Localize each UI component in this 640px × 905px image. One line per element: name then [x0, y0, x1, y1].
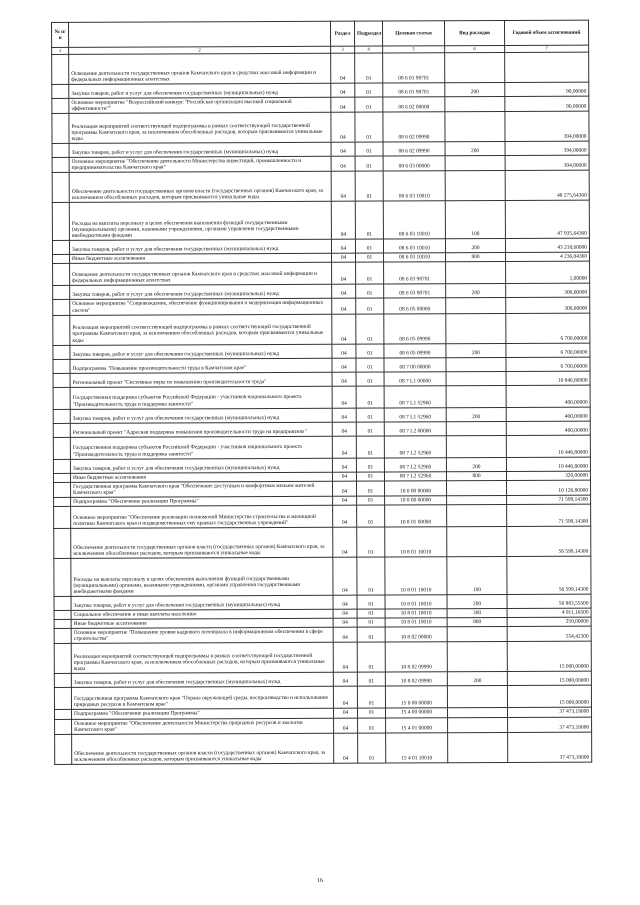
table-body — [52, 52, 592, 764]
row-number — [52, 114, 69, 144]
row-number — [53, 300, 70, 315]
row-expense-type: 200 — [447, 672, 507, 686]
row-name: Государственная программа Камчатского края "Обеспечение доступным и комфортным жильем жителей Камчатского края" — [71, 481, 333, 497]
row-expense-type: 200 — [446, 343, 506, 357]
row-name: Обеспечение деятельности государственных органов власти (государственных органов) Камчатского края, за исключением обособленных расходов, которым присваиваются уникальные коды — [71, 527, 333, 558]
row-amount: 394,00000 — [505, 141, 589, 155]
row-expense-type: 200 — [446, 284, 506, 298]
row-section: 04 — [332, 422, 356, 436]
row-amount: 10 126,80900 — [507, 480, 591, 496]
row-number — [54, 644, 71, 674]
row-expense-type — [446, 435, 506, 457]
column-number: 6 — [445, 46, 505, 53]
row-subsection: 01 — [357, 609, 385, 618]
row-target-article: 10 8 00 00000 — [385, 496, 447, 505]
row-section: 04 — [333, 557, 357, 595]
row-amount: 4 236,04360 — [506, 253, 590, 262]
row-subsection: 01 — [358, 718, 386, 733]
row-name: Освещение деятельности государственных органов Камчатского края в средствах массовой информации и федеральных информационных агентствах — [69, 53, 331, 84]
row-name: Реализация мероприятий соответствующей подпрограммы в рамках соответствующей государственной программы Камчатского края, за исключением обособленных расходов, которым присваиваются уникальные коды — [70, 314, 332, 345]
row-amount: 15 000,00000 — [507, 686, 591, 708]
row-name: Подпрограмма "Обеспечение реализации Программы" — [71, 496, 333, 506]
row-number — [52, 98, 69, 113]
row-section: 04 — [333, 643, 357, 673]
row-target-article: 08 6 05 00000 — [384, 298, 446, 313]
row-subsection: 01 — [356, 314, 384, 344]
row-number — [55, 734, 72, 764]
table-row — [53, 262, 590, 286]
table-row — [52, 111, 589, 143]
row-amount: 15 000,00000 — [507, 672, 591, 686]
row-target-article: 08 6 03 98701 — [384, 262, 446, 284]
budget-table — [51, 20, 592, 765]
row-target-article: 08 7 L2 52960 — [384, 457, 446, 471]
row-expense-type: 200 — [445, 83, 505, 97]
row-target-article: 10 8 02 00000 — [385, 627, 447, 642]
row-target-article: 15 4 00 00000 — [385, 708, 447, 717]
row-amount: 90,00000 — [505, 82, 589, 96]
row-subsection: 01 — [357, 557, 385, 595]
table-row — [54, 686, 591, 710]
row-amount: 71 599,14300 — [507, 495, 591, 504]
row-name: Региональный проект "Адресная поддержка повышения производительности труда на предприятиях" — [70, 422, 332, 437]
row-number — [52, 84, 69, 98]
row-expense-type: 200 — [446, 457, 506, 471]
row-name: Государственная поддержка субъектов Российской Федерации - участников национального проекта "Производительность труда и поддержка занятости" — [70, 436, 332, 459]
row-amount: 71 599,14300 — [507, 504, 591, 526]
column-number: 1 — [52, 47, 69, 54]
row-name: Региональный проект "Системные меры по повышению производительности труда" — [70, 372, 332, 387]
row-name: Социальное обеспечение и иные выплаты населению — [71, 609, 333, 619]
header-name — [69, 21, 331, 47]
row-subsection: 01 — [355, 112, 383, 142]
table-row — [53, 385, 590, 409]
row-number — [52, 203, 69, 241]
row-subsection: 01 — [357, 618, 385, 627]
row-target-article: 15 4 01 10010 — [386, 732, 448, 762]
row-subsection: 01 — [357, 527, 385, 557]
row-amount: 10 446,80900 — [506, 457, 590, 471]
row-subsection: 01 — [357, 642, 385, 672]
table-row — [54, 556, 591, 596]
row-subsection: 01 — [356, 422, 384, 436]
row-amount: 43 218,60000 — [505, 239, 589, 253]
row-name: Иные бюджетные ассигнования — [71, 618, 333, 628]
row-amount: 554,42300 — [507, 626, 591, 642]
row-subsection: 01 — [356, 458, 384, 472]
row-expense-type — [447, 527, 507, 557]
row-number — [53, 459, 70, 473]
row-amount: 15 000,00000 — [507, 642, 591, 672]
row-amount: 10 846,80900 — [506, 371, 590, 385]
row-amount: 6 700,00000 — [506, 357, 590, 371]
row-amount: 300,00000 — [506, 284, 590, 298]
row-target-article: 08 6 01 98701 — [383, 83, 445, 97]
row-subsection: 01 — [355, 53, 383, 83]
row-number — [54, 506, 71, 528]
row-name: Закупка товаров, работ и услуг для обеспечения государственных (муниципальных) нужд — [70, 285, 332, 300]
row-amount: 10 446,80900 — [506, 435, 590, 457]
row-name: Основное мероприятие "Повышение уровня кадрового потенциала в информационном обеспечении в сфере строительства" — [71, 627, 333, 643]
row-name: Закупка товаров, работ и услуг для обеспечения государственных (муниципальных) нужд — [70, 408, 332, 423]
row-name: Обеспечение деятельности государственных органов власти (государственных органов) Камчатского края, за исключением обособленных расходов, которым присваиваются уникальные коды — [69, 172, 331, 203]
row-section: 04 — [333, 609, 357, 618]
row-amount: 37 473,19000 — [508, 717, 592, 733]
row-target-article: 08 6 03 98701 — [384, 284, 446, 298]
row-number — [53, 387, 70, 409]
row-subsection: 01 — [355, 142, 383, 156]
row-number — [53, 359, 70, 373]
row-number — [54, 610, 71, 619]
row-number — [53, 345, 70, 359]
row-expense-type: 800 — [446, 471, 506, 480]
row-subsection: 01 — [357, 627, 385, 642]
column-number: 3 — [331, 46, 355, 53]
budget-table-page — [51, 20, 591, 765]
row-number — [52, 173, 69, 203]
page-number: 16 — [317, 878, 323, 884]
row-amount: 56 599,14300 — [507, 556, 591, 594]
row-name: Расходы на выплаты персоналу в целях обеспечения выполнения функций государственными (муниципальными) органами, казенными учреждениями, органами управления государственными внебюджетными фондами — [69, 202, 331, 241]
row-name: Обеспечение деятельности государственных органов власти (государственных органов) Камчатского края, за исключением обособленных расходов, которым присваиваются уникальные коды — [72, 733, 334, 764]
row-name: Основное мероприятие "Обеспечение реализации полномочий Министерства строительства и жилищной политики Камчатского края и подведомственных ему краевых государственных учреждений" — [71, 505, 333, 528]
row-section: 04 — [331, 142, 355, 156]
row-number — [52, 241, 69, 255]
row-number — [53, 423, 70, 437]
row-amount: 47 935,64360 — [505, 201, 589, 239]
row-subsection: 01 — [357, 708, 385, 717]
row-number — [54, 688, 71, 710]
row-expense-type — [445, 156, 505, 171]
row-subsection: 01 — [356, 472, 384, 481]
row-name: Государственная программа Камчатского края "Охрана окружающей среды, воспроизводство и использование природных ресурсов в Камчатском крае" — [71, 687, 333, 710]
row-target-article: 10 8 01 00000 — [385, 505, 447, 527]
row-amount: 394,00000 — [505, 155, 589, 171]
row-number — [54, 482, 71, 497]
row-amount: 37 473,19000 — [507, 708, 591, 717]
table-row — [52, 201, 589, 241]
row-expense-type: 800 — [447, 618, 507, 627]
row-target-article: 10 8 02 09990 — [385, 672, 447, 686]
row-subsection: 01 — [355, 171, 383, 201]
row-target-article: 10 8 01 10010 — [385, 609, 447, 618]
row-expense-type — [447, 495, 507, 504]
row-section: 04 — [333, 618, 357, 627]
row-name: Закупка товаров, работ и услуг для обеспечения государственных (муниципальных) нужд — [69, 83, 331, 98]
row-subsection: 01 — [356, 436, 384, 458]
row-name: Основное мероприятие "Всероссийский конкурс "Российская организация высокой социальной эффективности"" — [69, 97, 331, 113]
row-target-article: 08 6 05 09990 — [384, 313, 446, 343]
row-expense-type — [447, 480, 507, 495]
row-target-article: 08 7 L2 52960 — [384, 471, 446, 480]
row-expense-type — [445, 171, 505, 201]
column-number: 4 — [355, 46, 383, 53]
row-amount: 4 911,16500 — [507, 608, 591, 617]
row-number — [54, 596, 71, 610]
row-section: 04 — [332, 458, 356, 472]
row-expense-type: 100 — [445, 201, 505, 239]
row-amount: 300,00000 — [506, 298, 590, 314]
row-number — [53, 373, 70, 387]
row-target-article: 08 6 02 09990 — [383, 142, 445, 156]
column-number: 7 — [505, 45, 589, 52]
row-amount: 48 275,64360 — [505, 171, 589, 201]
row-target-article: 10 8 02 09990 — [385, 642, 447, 672]
row-section: 04 — [333, 527, 357, 557]
row-section: 04 — [333, 595, 357, 609]
row-amount: 400,00000 — [506, 385, 590, 407]
row-target-article: 08 7 L1 52960 — [384, 385, 446, 407]
header-section: Раздел — [330, 21, 354, 46]
table-row — [53, 435, 590, 459]
row-target-article: 08 6 05 09990 — [384, 343, 446, 357]
row-number — [53, 437, 70, 459]
row-expense-type — [447, 708, 507, 717]
row-expense-type: 300 — [447, 609, 507, 618]
row-section: 04 — [333, 687, 357, 709]
row-section: 04 — [333, 505, 357, 527]
row-expense-type: 100 — [447, 557, 507, 595]
row-expense-type — [447, 686, 507, 708]
row-target-article: 08 6 03 10010 — [383, 201, 445, 239]
row-expense-type — [446, 357, 506, 371]
header-expense-type: Вид расходов — [444, 21, 504, 46]
row-subsection: 01 — [356, 299, 384, 314]
row-name: Основное мероприятие "Сопровождение, обеспечение функционирования и модернизация информационных систем" — [70, 299, 332, 315]
row-section: 04 — [333, 627, 357, 642]
row-section: 04 — [332, 344, 356, 358]
row-section: 04 — [333, 709, 357, 718]
row-section: 04 — [332, 372, 356, 386]
row-number — [55, 719, 72, 734]
row-expense-type: 200 — [445, 142, 505, 156]
row-section: 04 — [332, 314, 356, 344]
row-amount: 400,00000 — [506, 407, 590, 421]
row-number — [54, 674, 71, 688]
row-expense-type — [446, 298, 506, 313]
row-section: 04 — [333, 481, 357, 496]
header-target-article: Целевая статья — [382, 21, 444, 46]
header-annual-amount: Годовой объем ассигнований — [504, 20, 588, 45]
row-amount: 1,00000 — [506, 262, 590, 284]
row-expense-type — [447, 627, 507, 642]
row-number — [53, 286, 70, 300]
table-row — [54, 642, 591, 674]
row-target-article: 08 7 L2 00000 — [384, 421, 446, 435]
row-target-article: 08 7 00 00000 — [384, 357, 446, 371]
row-expense-type — [448, 717, 508, 732]
row-target-article: 15 4 01 00000 — [386, 717, 448, 732]
row-subsection: 01 — [357, 595, 385, 609]
row-expense-type — [446, 262, 506, 284]
row-name: Расходы на выплаты персоналу в целях обеспечения выполнения функций государственными (муниципальными) органами, казенными учреждениями, органами управления государственными внебюджетными фондами — [71, 557, 333, 596]
row-subsection: 01 — [356, 408, 384, 422]
row-number — [53, 264, 70, 286]
row-name: Подпрограмма "Обеспечение реализации Программы" — [72, 709, 334, 719]
row-amount: 394,00000 — [505, 111, 589, 141]
row-number — [55, 710, 72, 719]
row-subsection: 01 — [357, 672, 385, 686]
row-number — [54, 497, 71, 506]
table-row — [52, 52, 589, 84]
row-amount: 320,00000 — [506, 471, 590, 480]
row-subsection: 01 — [357, 496, 385, 505]
row-expense-type — [445, 53, 505, 83]
row-amount: 37 473,19000 — [508, 732, 592, 762]
row-expense-type: 800 — [446, 253, 506, 262]
row-number — [54, 620, 71, 629]
row-section: 04 — [331, 53, 355, 83]
table-row — [52, 171, 589, 203]
row-target-article: 10 8 01 10010 — [385, 527, 447, 557]
row-amount: 6 700,00000 — [506, 343, 590, 357]
row-subsection: 01 — [357, 686, 385, 708]
row-name: Реализация мероприятий соответствующей подпрограммы в рамках соответствующей государственной программы Камчатского края, за исключением обособленных расходов, которым присваиваются уникальные коды — [71, 643, 333, 674]
row-subsection: 01 — [355, 83, 383, 97]
row-subsection: 01 — [358, 733, 386, 763]
table-row — [55, 732, 592, 764]
row-name: Реализация мероприятий соответствующей подпрограммы в рамках соответствующей государственной программы Камчатского края, за исключением обособленных расходов, которым присваиваются уникальные коды — [69, 112, 331, 143]
row-name: Основное мероприятие "Обеспечение деятельности Министерства природных ресурсов и экологии Камчатского края" — [72, 718, 334, 734]
row-name: Освещение деятельности государственных органов Камчатского края в средствах массовой информации и федеральных информационных агентствах — [70, 263, 332, 286]
row-amount: 50 883,55500 — [507, 594, 591, 608]
row-amount: 90,00000 — [505, 96, 589, 112]
row-number — [53, 315, 70, 345]
row-name: Закупка товаров, работ и услуг для обеспечения государственных (муниципальных) нужд — [70, 344, 332, 359]
row-target-article: 10 8 01 10010 — [385, 557, 447, 595]
row-section: 04 — [332, 285, 356, 299]
row-target-article: 10 0 00 00000 — [385, 481, 447, 496]
row-name: Иные бюджетные ассигнования — [70, 472, 332, 482]
row-subsection: 01 — [356, 253, 384, 262]
row-section: 04 — [332, 408, 356, 422]
row-section: 04 — [332, 472, 356, 481]
row-expense-type: 200 — [447, 595, 507, 609]
table-row — [53, 313, 590, 345]
row-number — [52, 54, 69, 84]
row-section: 04 — [331, 112, 355, 142]
row-expense-type: 200 — [445, 239, 505, 253]
row-section: 04 — [332, 254, 356, 263]
row-number — [52, 144, 69, 158]
row-target-article: 15 0 00 00000 — [385, 686, 447, 708]
row-section: 04 — [332, 299, 356, 314]
row-number — [54, 629, 71, 644]
row-target-article: 08 6 03 00000 — [383, 156, 445, 171]
row-number — [53, 409, 70, 423]
row-expense-type — [445, 112, 505, 142]
row-subsection: 01 — [357, 505, 385, 527]
row-subsection: 01 — [355, 239, 383, 253]
row-subsection: 01 — [356, 285, 384, 299]
column-number: 5 — [383, 46, 445, 53]
row-section: 04 — [332, 436, 356, 458]
row-name: Закупка товаров, работ и услуг для обеспечения государственных (муниципальных) нужд — [70, 458, 332, 473]
row-section: 04 — [334, 718, 358, 733]
row-target-article: 08 6 03 10010 — [383, 239, 445, 253]
row-name: Закупка товаров, работ и услуг для обеспечения государственных (муниципальных) нужд — [71, 595, 333, 610]
row-target-article: 08 7 L1 52960 — [384, 407, 446, 421]
row-expense-type — [446, 371, 506, 385]
row-name: Закупка товаров, работ и услуг для обеспечения государственных (муниципальных) нужд — [69, 142, 331, 157]
column-number: 2 — [69, 46, 331, 54]
table-row — [54, 504, 591, 528]
row-amount: 56 599,14300 — [507, 526, 591, 556]
row-section: 04 — [332, 358, 356, 372]
row-section: 04 — [332, 263, 356, 285]
row-subsection: 01 — [356, 358, 384, 372]
row-number — [53, 255, 70, 264]
row-expense-type — [447, 642, 507, 672]
row-amount — [505, 52, 589, 82]
row-subsection: 01 — [355, 201, 383, 239]
row-expense-type — [446, 385, 506, 407]
row-section: 04 — [331, 97, 355, 112]
row-number — [53, 473, 70, 482]
row-section: 04 — [333, 673, 357, 687]
row-name: Основное мероприятие "Обеспечение деятельности Министерства инвестиций, промышленности и предпринимательства Камчатского края" — [69, 156, 331, 172]
row-target-article: 08 6 01 98701 — [383, 53, 445, 83]
row-target-article: 08 7 L2 52960 — [384, 435, 446, 457]
row-amount: 6 700,00000 — [506, 313, 590, 343]
row-section: 04 — [331, 172, 355, 202]
row-subsection: 01 — [355, 156, 383, 171]
row-target-article: 10 8 01 10010 — [385, 595, 447, 609]
row-name: Государственная поддержка субъектов Российской Федерации - участников национального проекта "Производительность труда и поддержка занятости" — [70, 386, 332, 409]
row-section: 04 — [331, 83, 355, 97]
row-section: 04 — [331, 202, 355, 240]
row-target-article: 08 6 03 10010 — [383, 171, 445, 201]
header-number: № п/п — [52, 22, 69, 47]
row-target-article: 08 6 03 10010 — [384, 253, 446, 262]
row-subsection: 01 — [357, 481, 385, 496]
row-target-article: 10 8 01 10010 — [385, 618, 447, 627]
row-subsection: 01 — [355, 97, 383, 112]
row-subsection: 01 — [356, 263, 384, 285]
row-section: 04 — [334, 733, 358, 763]
row-section: 04 — [331, 156, 355, 171]
row-name: Закупка товаров, работ и услуг для обеспечения государственных (муниципальных) нужд — [71, 673, 333, 688]
row-subsection: 01 — [356, 372, 384, 386]
row-number — [54, 558, 71, 596]
table-header-row — [52, 20, 589, 47]
row-name: Закупка товаров, работ и услуг для обеспечения государственных (муниципальных) нужд — [69, 240, 331, 255]
row-section: 04 — [332, 386, 356, 408]
row-section: 04 — [331, 240, 355, 254]
row-amount: 250,00000 — [507, 617, 591, 626]
row-expense-type — [447, 505, 507, 527]
row-subsection: 01 — [356, 344, 384, 358]
row-expense-type — [446, 421, 506, 435]
row-number — [52, 158, 69, 173]
row-section: 04 — [333, 496, 357, 505]
row-expense-type — [446, 313, 506, 343]
row-target-article: 08 6 02 00000 — [383, 97, 445, 112]
row-amount: 400,00000 — [506, 421, 590, 435]
row-target-article: 08 6 02 09990 — [383, 112, 445, 142]
row-name: Иные бюджетные ассигнования — [70, 254, 332, 264]
row-target-article: 08 7 L1 00000 — [384, 371, 446, 385]
row-expense-type: 200 — [446, 407, 506, 421]
row-name: Подпрограмма "Повышение производительности труда в Камчатском крае" — [70, 358, 332, 373]
table-row — [54, 526, 591, 558]
row-expense-type — [445, 97, 505, 112]
row-expense-type — [448, 732, 508, 762]
row-subsection: 01 — [356, 386, 384, 408]
header-subsection: Подраздел — [354, 21, 382, 46]
row-number — [54, 528, 71, 558]
